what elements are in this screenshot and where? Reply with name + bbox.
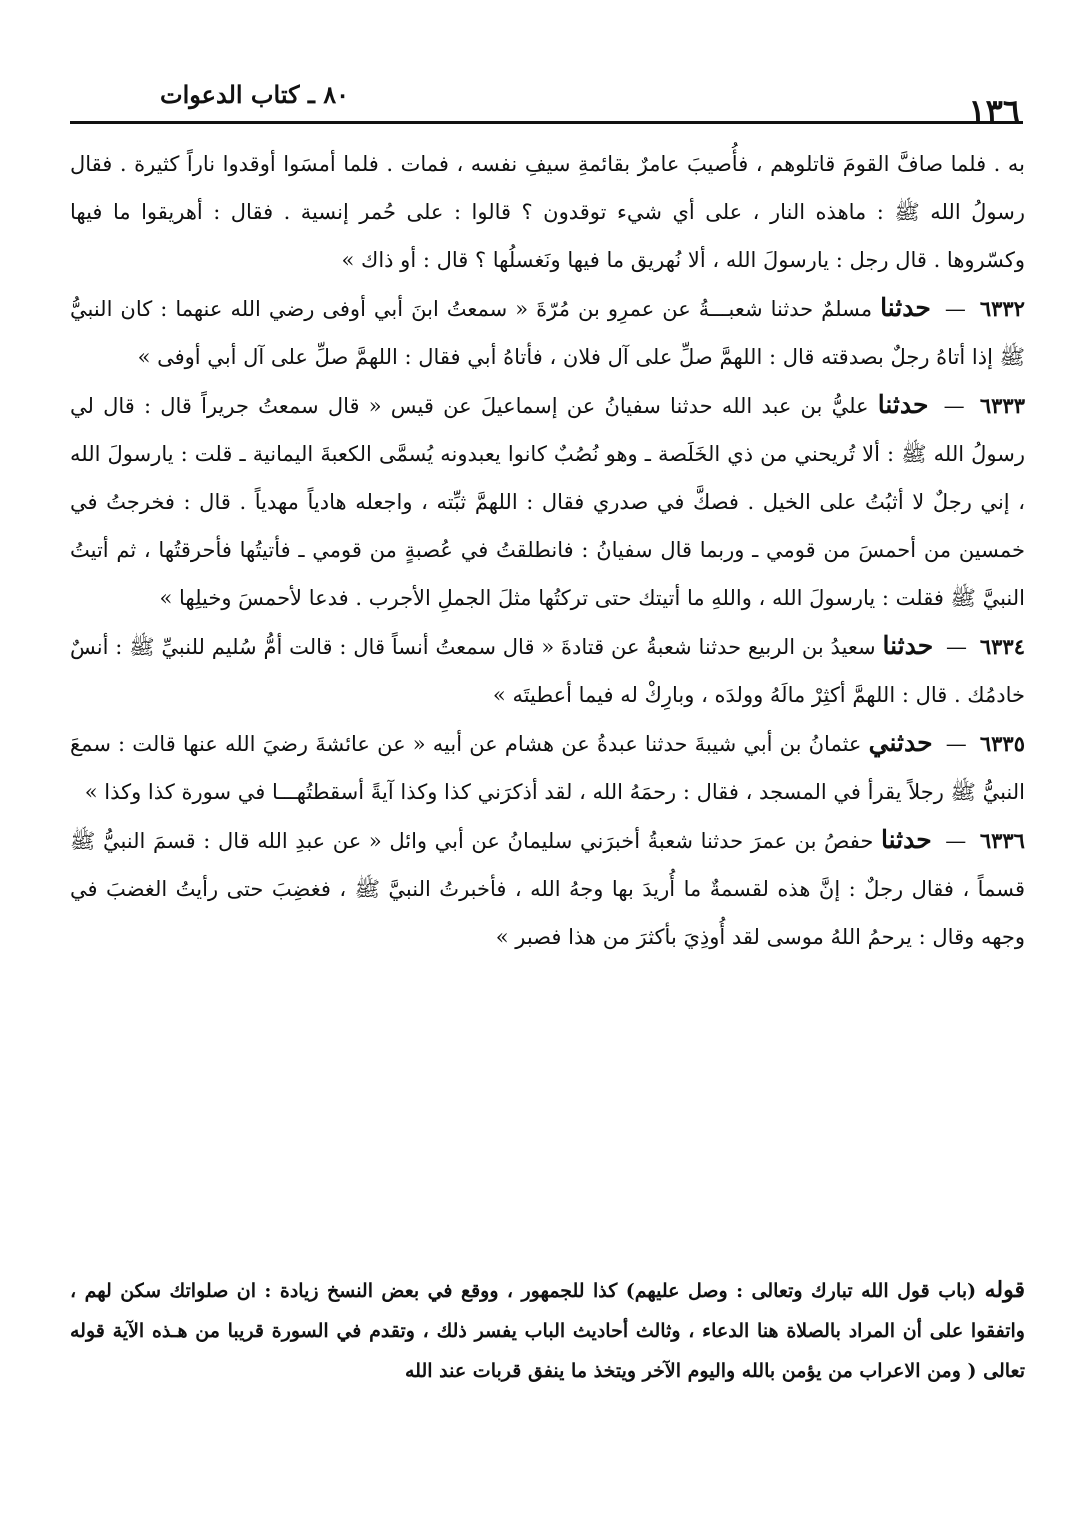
hadith-text: عليُّ بن عبد الله حدثنا سفيانُ عن إسماعيلَ عن قيس « قال سمعتُ جريراً قال : قال لي رسولُ الله ﷺ : ألا تُريحني من ذي الخَلَصة ـ وهو نُصُبٌ كانوا يعبدونه يُسمَّى الكعبةَ اليمانية ـ قلت : يارسولَ الله ، إني رجلٌ لا أثبُتُ على الخيل . فصكَّ في صدري فقال : اللهمَّ ثبِّته ، واجعله هادياً مهدياً . قال : فخرجتُ في خمسين من أحمسَ من قومي ـ وربما قال سفيانُ : فانطلقتُ في عُصبةٍ من قومي ـ فأتيتُها فأحرقتُها ، ثم أتيتُ النبيَّ ﷺ فقلت : يارسولَ الله ، واللهِ ما أتيتك حتى تركتُها مثلَ الجملِ الأجرب . فدعا لأحمسَ وخيلِها » (70, 394, 1025, 610)
isnad-word: حدثنا (880, 293, 931, 322)
header-rule (70, 121, 1023, 124)
hadith-number: ٦٣٣٦ (979, 828, 1025, 853)
dash-separator: — (943, 394, 965, 418)
page-header (70, 68, 1020, 130)
isnad-word: حدثنا (877, 390, 929, 419)
hadith-paragraph (70, 284, 1025, 381)
hadith-number: ٦٣٣٢ (979, 296, 1025, 321)
hadith-number: ٦٣٣٤ (979, 634, 1025, 659)
main-text (70, 140, 1025, 961)
dash-separator: — (945, 829, 967, 853)
hadith-number: ٦٣٣٣ (979, 393, 1025, 418)
hadith-text: مسلمٌ حدثنا شعبـــةُ عن عمرِو بن مُرّةَ « سمعتُ ابنَ أبي أوفى رضي الله عنهما : كان النبيُّ ﷺ إذا أتاهُ رجلٌ بصدقته قال : اللهمَّ صلِّ على آل فلان ، فأتاهُ أبي فقال : اللهمَّ صلِّ على آل أبي أوفى » (70, 297, 1025, 369)
hadith-number: ٦٣٣٥ (979, 731, 1025, 756)
hadith-text: عثمانُ بن أبي شيبةَ حدثنا عبدةُ عن هشام عن أبيه « عن عائشةَ رضيَ الله عنها قالت : سمعَ النبيُّ ﷺ رجلاً يقرأ في المسجد ، فقال : رحمَهُ الله ، لقد أذكرَني كذا وكذا آيةً أسقطتُهـــا في سورة كذا وكذا » (70, 732, 1025, 804)
opening-paragraph: به . فلما صافَّ القومَ قاتلوهم ، فأُصيبَ عامرٌ بقائمةِ سيفِ نفسه ، فمات . فلما أمسَوا أوقدوا ناراً كثيرة . فقال رسولُ الله ﷺ : ماهذه النار ، على أي شيء توقدون ؟ قالوا : على حُمر إنسية . فقال : أهريقوا ما فيها وكسّروها . قال رجل : يارسولَ الله ، ألا نُهريق ما فيها ونَغسلُها ؟ قال : أو ذاك » (70, 152, 1025, 272)
dash-separator: — (944, 297, 966, 321)
commentary-lead-word: قوله (984, 1277, 1025, 1303)
hadith-paragraph (70, 622, 1025, 719)
chapter-title: ٨٠ ـ كتاب الدعوات (160, 80, 350, 109)
hadith-text: حفصُ بن عمرَ حدثنا شعبةُ أخبرَني سليمانُ عن أبي وائل « عن عبدِ الله قال : قسمَ النبيُّ ﷺ قسماً ، فقال رجلٌ : إنَّ هذه لقسمةٌ ما أُريدَ بها وجهُ الله ، فأخبرتُ النبيَّ ﷺ ، فغضِبَ حتى رأيتُ الغضبَ في وجهه وقال : يرحمُ اللهُ موسى لقد أُوذِيَ بأكثرَ من هذا فصبر » (70, 829, 1025, 949)
commentary-text: (باب قول الله تبارك وتعالى : وصل عليهم) كذا للجمهور ، ووقع في بعض النسخ زيادة : ان صلواتك سكن لهم ، واتفقوا على أن المراد بالصلاة هنا الدعاء ، وثالث أحاديث الباب يفسر ذلك ، وتقدم في السورة قريبا من هـذه الآية قوله تعالى ( ومن الاعراب من يؤمن بالله واليوم الآخر ويتخذ ما ينفق قربات عند الله (70, 1280, 1025, 1382)
commentary-section (70, 1270, 1025, 1391)
page-number: ١٣٦ (968, 92, 1020, 130)
dash-separator: — (946, 635, 968, 659)
hadith-text: سعيدُ بن الربيع حدثنا شعبةُ عن قتادةَ « قال سمعتُ أنساً قال : قالت أمُّ سُليم للنبيِّ ﷺ : أنسٌ خادمُك . قال : اللهمَّ أكثِرْ مالَهُ وولدَه ، وبارِكْ له فيما أعطيتَه » (70, 635, 1025, 707)
hadith-paragraph (70, 719, 1025, 816)
isnad-word: حدثني (868, 728, 933, 757)
isnad-word: حدثنا (880, 825, 932, 854)
isnad-word: حدثنا (882, 631, 934, 660)
hadith-paragraph (70, 381, 1025, 622)
dash-separator: — (945, 732, 967, 756)
hadith-paragraph (70, 816, 1025, 961)
